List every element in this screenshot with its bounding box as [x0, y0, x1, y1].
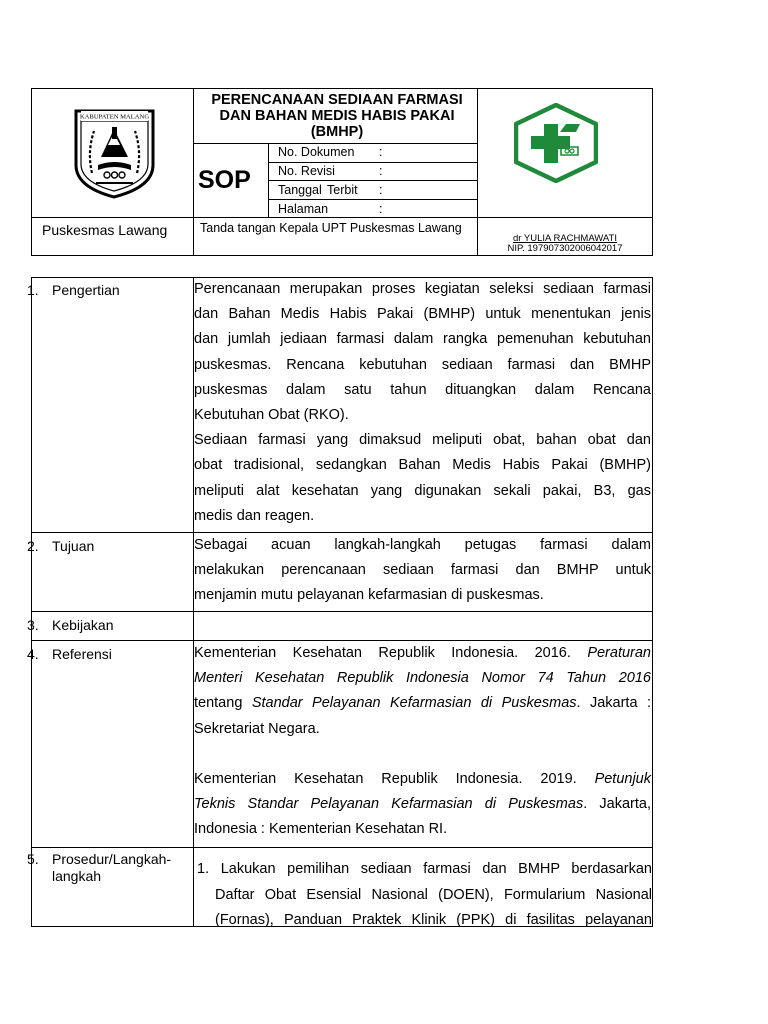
section-body-pengertian — [194, 277, 651, 529]
field-no-revisi: No. Revisi — [278, 164, 335, 178]
text-line: Sebagai acuan langkah-langkah petugas farmasi dalam — [194, 537, 651, 553]
section-label-pengertian: Pengertian — [52, 282, 120, 298]
text-line: Indonesia : Kementerian Kesehatan RI. — [194, 821, 448, 838]
section-label-referensi: Referensi — [52, 646, 112, 662]
text-line: Kebutuhan Obat (RKO). — [194, 407, 349, 424]
field-halaman: Halaman — [278, 202, 329, 216]
signatory-name: dr YULIA RACHMAWATI — [513, 233, 617, 244]
section-number: 4. — [27, 646, 39, 662]
field-colon: : — [379, 145, 383, 159]
text-line: meliputi alat kesehatan yang digunakan sekali pakai, B3, gas — [194, 482, 651, 499]
text-line: Teknis Standar Pelayanan Kefarmasian di Puskesmas. Jakarta, — [194, 796, 651, 813]
document-title: PERENCANAAN SEDIAAN FARMASI DAN BAHAN MEDIS HABIS PAKAI (BMHP) — [211, 92, 463, 140]
sop-label: SOP — [198, 166, 251, 194]
text-line: Menteri Kesehatan Republik Indonesia Nomor 74 Tahun 2016 — [194, 670, 651, 687]
text-line: (Fornas), Panduan Praktek Klinik (PPK) di fasilitas pelayanan — [215, 912, 652, 928]
field-colon: : — [379, 202, 383, 216]
section-label-kebijakan: Kebijakan — [52, 617, 114, 633]
institution-name: Puskesmas Lawang — [42, 222, 168, 238]
section-number: 5. — [27, 851, 39, 867]
section-label-prosedur: Prosedur/Langkah- langkah — [52, 851, 172, 884]
text-line: puskesmas. Rencana kebutuhan sediaan farmasi dan BMHP — [194, 356, 651, 373]
text-line: tentang Standar Pelayanan Kefarmasian di Puskesmas. Jakarta : — [194, 695, 651, 712]
section-number: 2. — [27, 538, 39, 554]
text-line: 1. Lakukan pemilihan sediaan farmasi dan BMHP berdasarkan — [197, 861, 652, 877]
section-body-referensi — [194, 641, 651, 843]
text-line: Sediaan farmasi yang dimaksud meliputi obat, bahan obat dan — [194, 432, 651, 449]
svg-text:KABUPATEN MALANG: KABUPATEN MALANG — [79, 113, 150, 121]
puskesmas-logo-icon — [514, 103, 598, 183]
text-line: dan Bahan Medis Habis Pakai (BMHP) untuk menentukan jenis — [194, 306, 651, 323]
signatory-nip: NIP. 197907302006042017 — [507, 243, 623, 254]
field-colon: : — [379, 183, 383, 197]
section-number: 3. — [27, 617, 39, 633]
section-body-prosedur — [197, 857, 652, 934]
field-no-dokumen: No. Dokumen — [278, 145, 355, 159]
text-line: medis dan reagen. — [194, 507, 315, 524]
field-tanggal-terbit: Tanggal Terbit — [278, 183, 358, 197]
text-line: dan jumlah jediaan farmasi dalam rangka pemenuhan kebutuhan — [194, 331, 651, 348]
text-line: puskesmas dalam satu tahun dituangkan dalam Rencana — [194, 381, 651, 398]
signature-label: Tanda tangan Kepala UPT Puskesmas Lawang — [200, 221, 462, 235]
section-number: 1. — [27, 282, 39, 298]
section-body-tujuan — [194, 533, 651, 609]
text-line: Kementerian Kesehatan Republik Indonesia. 2016. Peraturan — [194, 645, 651, 661]
field-colon: : — [379, 164, 383, 178]
kabupaten-malang-seal — [72, 107, 157, 199]
text-line: obat tradisional, sedangkan Bahan Medis Habis Pakai (BMHP) — [194, 457, 651, 474]
text-line: melakukan perencanaan sediaan farmasi dan BMHP untuk — [194, 562, 651, 579]
section-label-tujuan: Tujuan — [52, 538, 95, 554]
text-line: Perencanaan merupakan proses kegiatan seleksi sediaan farmasi — [194, 281, 651, 297]
text-line: Daftar Obat Esensial Nasional (DOEN), Formularium Nasional — [215, 886, 652, 903]
text-line: menjamin mutu pelayanan kefarmasian di puskesmas. — [194, 587, 544, 604]
text-line: Kementerian Kesehatan Republik Indonesia. 2019. Petunjuk — [194, 771, 651, 788]
text-line: Sekretariat Negara. — [194, 720, 320, 737]
